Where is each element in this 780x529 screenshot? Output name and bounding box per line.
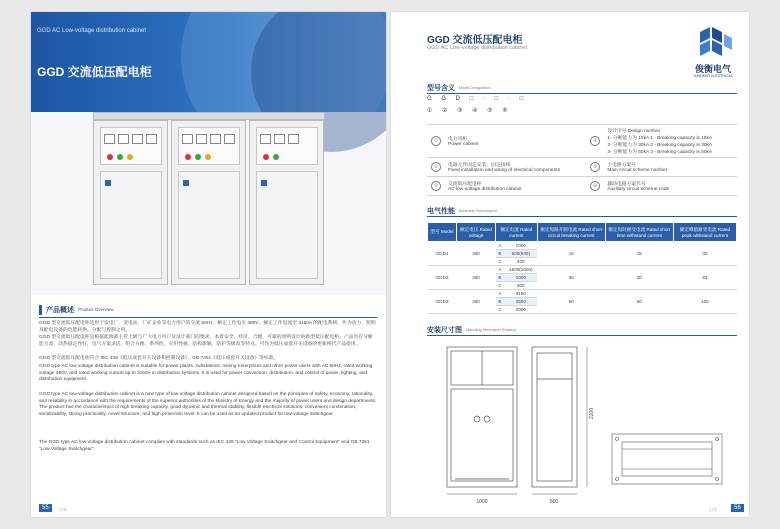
divider [427, 335, 737, 336]
brand-name: 俊衡电气 [694, 64, 731, 74]
table-row: ① 电力用柜 Power cabinet ④ 设计序号 Design number 1- 分断能力为 15kA 1 - Breaking capacity is 15kA 2- 分断能力为 30kA 2 - Breaking capacity is 30kA 3- 分断能力为 50kA 3 - Breaking capacity is 50kA [427, 125, 737, 158]
page-title: GGD 交流低压配电柜 [427, 35, 523, 46]
table-row: B 1000 [428, 274, 737, 282]
electrical-table [427, 222, 737, 314]
divider [427, 216, 737, 217]
table-row: ② 电器元件固定安装、固定接线 Fixed installation and wiring of electrical components ⑤ 主电路方案号 Main circuit scheme number [427, 158, 737, 177]
brand-name-en: JUNHENG ELECTRICAL [693, 74, 733, 78]
left-page [31, 12, 386, 517]
side-view [532, 347, 577, 487]
page-label: 目录 [59, 507, 67, 512]
page-number: 55 [39, 504, 52, 512]
overview-title-cn: 产品概述 [46, 306, 74, 314]
overview-paragraph: GGD 型交流低压配电柜适用于发电厂、变电站、厂矿企业等电力用户的交流 50Hz、额定工作电压 380V、额定工作电流至 3150A 的配电系统，作为动力、照明及配电设备的电能转换、分配与控制之用。 [39, 321, 376, 333]
cabinet-image [93, 112, 325, 287]
table-row: ③ 交流低压配电柜 AC low-voltage distribution cabinet ⑥ 辅助电路方案代号 Auxiliary circuit scheme code [427, 177, 737, 196]
height-dimension: 2200 [589, 407, 595, 419]
drawing-heading: 安装尺寸图 Mounting Dimension Drawing [427, 326, 516, 334]
overview-paragraph: GGD type AC low-voltage distribution cabinet is a new type of low-voltage distribution cabinet designed based on the principles of safety, economy, rationality, and reliability in accordance with the requirements of the superior authorities of the Ministry of Energy and the majority of power users and design departments. The product has the characteristics of high breaking capacity, good dynamic and thermal stability, flexible electrical solutions, convenient combination, serializability, strong practicality, novel structure, and high protection level. It can be used as an updated product for low-voltage switchgear. [39, 392, 377, 417]
cabinet-unit [249, 120, 324, 285]
divider [427, 93, 737, 94]
overview-paragraph: The GGD type AC low-voltage distribution cabinet complies with standards such as IEC 439 "Low Voltage Switchgear and Control Equipment" and GB 7251 "Low Voltage Switchgear". [39, 440, 370, 452]
divider [39, 317, 377, 318]
overview-paragraph: GGD 型交流低压配电柜是根据能源部主管上级与广大电力用户及设计部门的要求，本着安全、经济、合理、可靠的原则设计的新型低压配电柜。产品具有分断能力高，动热稳定性好，电气方案灵活、组合方便、系列性、实用性强，结构新颖，防护等级高等特点。可作为低压成套开关设备的更新换代产品使用。 [39, 335, 373, 347]
page-subtitle: GGD AC Low-voltage distribution cabinet [427, 45, 527, 51]
electrical-heading: 电气性能 Electrical Performance [427, 207, 498, 215]
table-row: GGD2 380 A 1500(1600) 30 30 63 [428, 266, 737, 274]
table-header-row: 型号 Model 额定电压 Rated voltage 额定电流 Rated current 额定短路开断电流 Rated short circuit breaking current 额定短时耐受电流 Rated short time withstand current 额定峰值耐受电流 Rated peak withstand current [428, 223, 737, 242]
cabinet-unit [93, 120, 168, 285]
page-label: 目录 [709, 507, 717, 512]
model-heading: 型号含义 Model Designation [427, 84, 491, 92]
right-page [391, 12, 749, 517]
brand-logo-icon [696, 24, 736, 60]
plan-view [612, 434, 722, 484]
overview-paragraph: GGD type AC low voltage distribution cabinet is suitable for power plants, substations, mining enterprises and other power users with AC 50Hz, rated working voltage 380V, and rated working current up to 3150A in distribution systems. It is used for power conversion, distribution, and control of power, lighting, and distribution equipment. [39, 364, 373, 383]
table-row: B 600(630) [428, 250, 737, 258]
hero-title: GGD 交流低压配电柜 [37, 65, 152, 79]
table-row: C 600 [428, 282, 737, 290]
page-number: 56 [731, 504, 744, 512]
table-row: GGD3 380 A 3150 50 50 105 [428, 290, 737, 298]
overview-paragraph: GGD 型交流低压配电柜符合 IEC 439《低压成套开关设备和控制设备》、GB 7251《低压成套开关设备》等标准。 [39, 356, 279, 361]
hero-section [31, 12, 386, 295]
cabinet-unit [171, 120, 246, 285]
front-view [447, 347, 517, 487]
overview-heading [39, 304, 114, 315]
model-code-numbers: ① ② ③ ④ ⑤ ⑥ [427, 108, 512, 114]
model-code: G G D □ · □ · □ [427, 96, 528, 102]
depth-dimension: 600 [549, 499, 559, 505]
table-row: GGD1 380 A 1000 15 15 30 [428, 242, 737, 250]
table-row: C 400 [428, 258, 737, 266]
mounting-dimension-drawing [427, 339, 737, 509]
model-table [427, 124, 737, 196]
table-row: B 2500 [428, 298, 737, 306]
table-row: C 2000 [428, 306, 737, 314]
hero-subtitle: GGD AC Low-voltage distribution cabinet [37, 28, 147, 34]
overview-title-en: Product Overview [78, 307, 114, 312]
width-dimension: 1000 [476, 499, 488, 505]
